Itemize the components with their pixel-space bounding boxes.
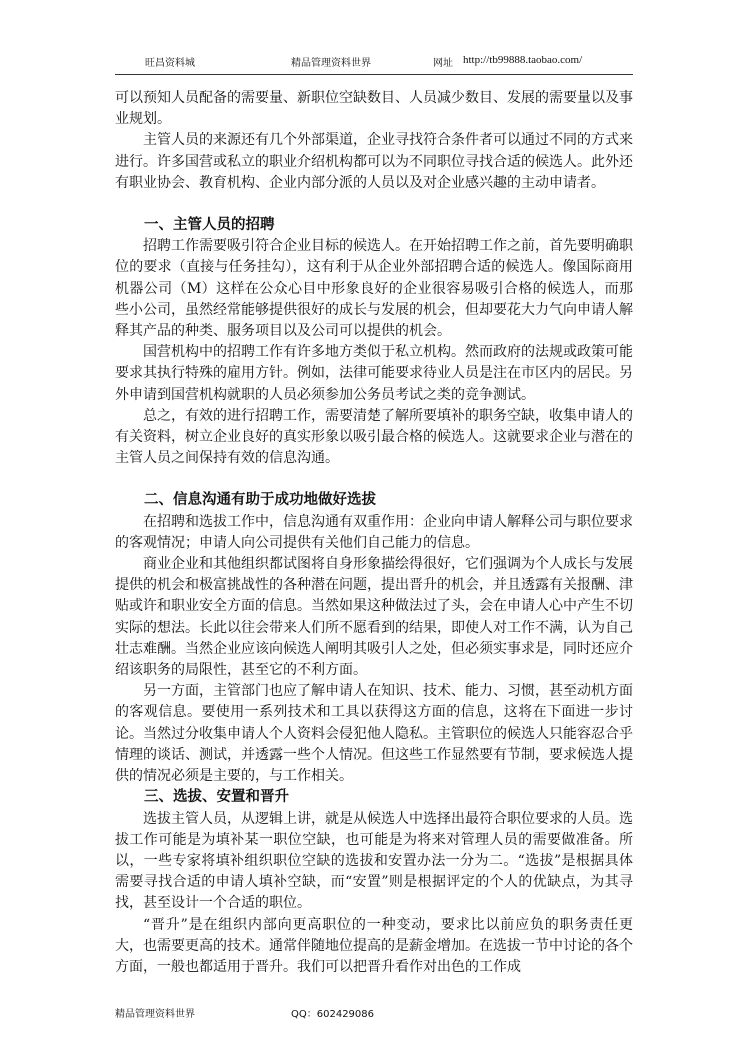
page-header bbox=[115, 50, 633, 75]
footer-site-name: 精品管理资料世界 bbox=[115, 1009, 195, 1020]
header-shop-name: 旺昌资料城 bbox=[145, 58, 195, 69]
paragraph: 总之，有效的进行招聘工作，需要清楚了解所要填补的职务空缺，收集申请人的有关资料，树立企业良好的真实形象以吸引最合格的候选人。这就要求企业与潜在的主管人员之间保持有效的信息沟通。 bbox=[115, 407, 633, 467]
spacer bbox=[115, 469, 633, 490]
paragraph: 主管人员的来源还有几个外部渠道，企业寻找符合条件者可以通过不同的方式来进行。许多国营或私立的职业介绍机构都可以为不同职位寻找合适的候选人。此外还有职业协会、教育机构、企业内部分派的人员以及对企业感兴趣的主动申请者。 bbox=[115, 132, 633, 191]
section-heading-communication: 二、信息沟通有助于成功地做好选拔 bbox=[144, 492, 376, 509]
header-url-label: 网址 bbox=[433, 58, 453, 69]
header-site-name: 精品管理资料世界 bbox=[291, 58, 371, 69]
paragraph: 选拔主管人员，从逻辑上讲，就是从候选人中选择出最符合职位要求的人员。选拔工作可能是为填补某一职位空缺，也可能是为将来对管理人员的需要做准备。所以，一些专家将填补组织职位空缺的选拔和安置办法一分为二。“选拔”是根据具体需要寻找合适的申请人填补空缺，而“安置”则是根据评定的个人的优缺点，为其寻找，甚至设计一个合适的职位。 bbox=[115, 810, 633, 912]
section-heading-recruitment: 一、主管人员的招聘 bbox=[144, 217, 275, 234]
header-url-link[interactable]: http://tb99888.taobao.com/ bbox=[463, 54, 583, 66]
paragraph: 在招聘和选拔工作中，信息沟通有双重作用：企业向申请人解释公司与职位要求的客观情况；申请人向公司提供有关他们自己能力的信息。 bbox=[115, 513, 633, 551]
paragraph: 国营机构中的招聘工作有许多地方类似于私立机构。然而政府的法规或政策可能要求其执行特殊的雇用方针。例如，法律可能要求待业人员是注在市区内的居民。另外申请到国营机构就职的人员必须参加公务员考试之类的竞争测试。 bbox=[115, 344, 633, 403]
paragraph: 可以预知人员配备的需要量、新职位空缺数目、人员减少数目、发展的需要量以及事业规划。 bbox=[115, 90, 633, 128]
paragraph: 另一方面，主管部门也应了解申请人在知识、技术、能力、习惯，甚至动机方面的客观信息。要使用一系列技术和工具以获得这方面的信息，这将在下面进一步讨论。当然过分收集申请人个人资料会侵犯他人隐私。主管职位的候选人只能容忍合乎情理的谈话、测试，并透露一些个人情况。但这些工作显然要有节制，要求候选人提供的情况必须是主要的，与工作相关。 bbox=[115, 683, 633, 785]
paragraph: 商业企业和其他组织都试图将自身形象描绘得很好，它们强调为个人成长与发展提供的机会和极富挑战性的各种潜在问题，提出晋升的机会，并且透露有关报酬、津贴或许和职业安全方面的信息。当然如果这种做法过了头，会在申请人心中产生不切实际的想法。长此以往会带来人们所不愿看到的结果，即使人对工作不满，认为自己壮志难酬。当然企业应该向候选人阐明其吸引人之处，但必须实事求是，同时还应介绍该职务的局限性，甚至它的不利方面。 bbox=[115, 556, 633, 679]
spacer bbox=[115, 194, 633, 215]
document-body bbox=[115, 88, 633, 978]
section-heading-selection: 三、选拔、安置和晋升 bbox=[144, 789, 289, 806]
paragraph: 招聘工作需要吸引符合企业目标的候选人。在开始招聘工作之前，首先要明确职位的要求（直接与任务挂勾），这有利于从企业外部招聘合适的候选人。像国际商用机器公司（M）这样在公众心目中形象良好的企业很容易吸引合格的候选人，而那些小公司，虽然经常能够提供很好的成长与发展的机会，但却要花大力气向申请人解释其产品的种类、服务项目以及公司可以提供的机会。 bbox=[115, 238, 633, 340]
paragraph: “晋升”是在组织内部向更高职位的一种变动，要求比以前应负的职务责任更大，也需要更高的技术。通常伴随地位提高的是薪金增加。在选拔一节中讨论的各个方面，一般也都适用于晋升。我们可以把晋升看作对出色的工作成 bbox=[115, 916, 633, 975]
footer-qq: QQ：602429086 bbox=[291, 1009, 375, 1020]
